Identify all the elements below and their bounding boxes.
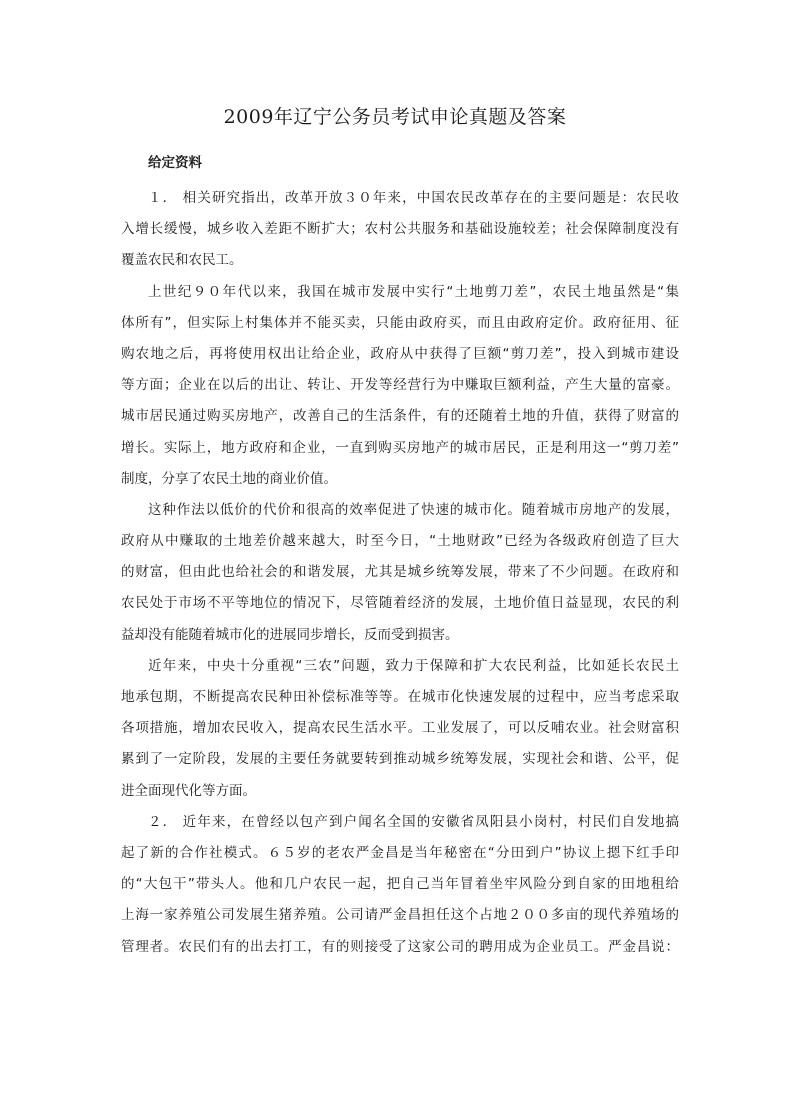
document-body bbox=[121, 183, 679, 963]
document-title: 2009年辽宁公务员考试申论真题及答案 bbox=[223, 106, 567, 128]
text-line: 起了新的合作社模式。６５岁的老农严金昌是当年秘密在“分田到户”协议上摁下红手印 bbox=[121, 844, 679, 861]
text-line: 制度，分享了农民土地的商业价值。 bbox=[121, 470, 337, 487]
text-line: 城市居民通过购买房地产，改善自己的生活条件，有的还随着土地的升值，获得了财富的 bbox=[121, 408, 679, 425]
text-line: 的财富，但由此也给社会的和谐发展，尤其是城乡统筹发展，带来了不少问题。在政府和 bbox=[121, 564, 679, 581]
text-line: 购农地之后，再将使用权出让给企业，政府从中获得了巨额“剪刀差”，投入到城市建设 bbox=[121, 345, 679, 362]
text-line: 入增长缓慢，城乡收入差距不断扩大；农村公共服务和基础设施较差；社会保障制度没有 bbox=[121, 221, 679, 238]
paragraph bbox=[121, 807, 679, 963]
text-line: 进全面现代化等方面。 bbox=[121, 782, 256, 799]
text-line: 近年来，中央十分重视“三农”问题，致力于保障和扩大农民利益，比如延长农民土 bbox=[148, 657, 679, 674]
paragraph bbox=[121, 183, 679, 277]
text-line: 各项措施，增加农民收入，提高农民生活水平。工业发展了，可以反哺农业。社会财富积 bbox=[121, 720, 679, 737]
text-line: 累到了一定阶段，发展的主要任务就要转到推动城乡统筹发展，实现社会和谐、公平，促 bbox=[121, 751, 679, 768]
paragraph bbox=[121, 651, 679, 807]
paragraph bbox=[121, 495, 679, 651]
text-line: 管理者。农民们有的出去打工，有的则接受了这家公司的聘用成为企业员工。严金昌说： bbox=[121, 938, 679, 955]
text-line: 上海一家养殖公司发展生猪养殖。公司请严金昌担任这个占地２００多亩的现代养殖场的 bbox=[121, 907, 679, 924]
text-line: 益却没有能随着城市化的进展同步增长，反而受到损害。 bbox=[121, 626, 459, 643]
text-line: 这种作法以低价的代价和很高的效率促进了快速的城市化。随着城市房地产的发展， bbox=[148, 501, 679, 518]
text-line: 等方面；企业在以后的出让、转让、开发等经营行为中赚取巨额利益，产生大量的富豪。 bbox=[121, 377, 679, 394]
text-line: 增长。实际上，地方政府和企业，一直到购买房地产的城市居民，正是利用这一“剪刀差” bbox=[121, 439, 679, 456]
text-line: 地承包期，不断提高农民种田补偿标准等等。在城市化快速发展的过程中，应当考虑采取 bbox=[121, 689, 679, 705]
text-line: ２． 近年来，在曾经以包产到户闻名全国的安徽省凤阳县小岗村，村民们自发地搞 bbox=[148, 813, 679, 830]
text-line: 覆盖农民和农民工。 bbox=[121, 252, 243, 269]
text-line: 体所有”，但实际上村集体并不能买卖，只能由政府买，而且由政府定价。政府征用、征 bbox=[121, 314, 679, 331]
paragraph bbox=[121, 277, 679, 495]
text-line: 上世纪９０年代以来，我国在城市发展中实行“土地剪刀差”，农民土地虽然是“集 bbox=[148, 283, 679, 300]
text-line: 政府从中赚取的土地差价越来越大，时至今日，“土地财政”已经为各级政府创造了巨大 bbox=[121, 533, 679, 550]
section-label-given-materials: 给定资料 bbox=[148, 155, 202, 171]
text-line: １． 相关研究指出，改革开放３０年来，中国农民改革存在的主要问题是：农民收 bbox=[148, 190, 679, 206]
text-line: 农民处于市场不平等地位的情况下，尽管随着经济的发展，土地价值日益显现，农民的利 bbox=[121, 595, 679, 612]
text-line: 的“大包干”带头人。他和几户农民一起，把自己当年冒着坐牢风险分到自家的田地租给 bbox=[121, 876, 679, 893]
